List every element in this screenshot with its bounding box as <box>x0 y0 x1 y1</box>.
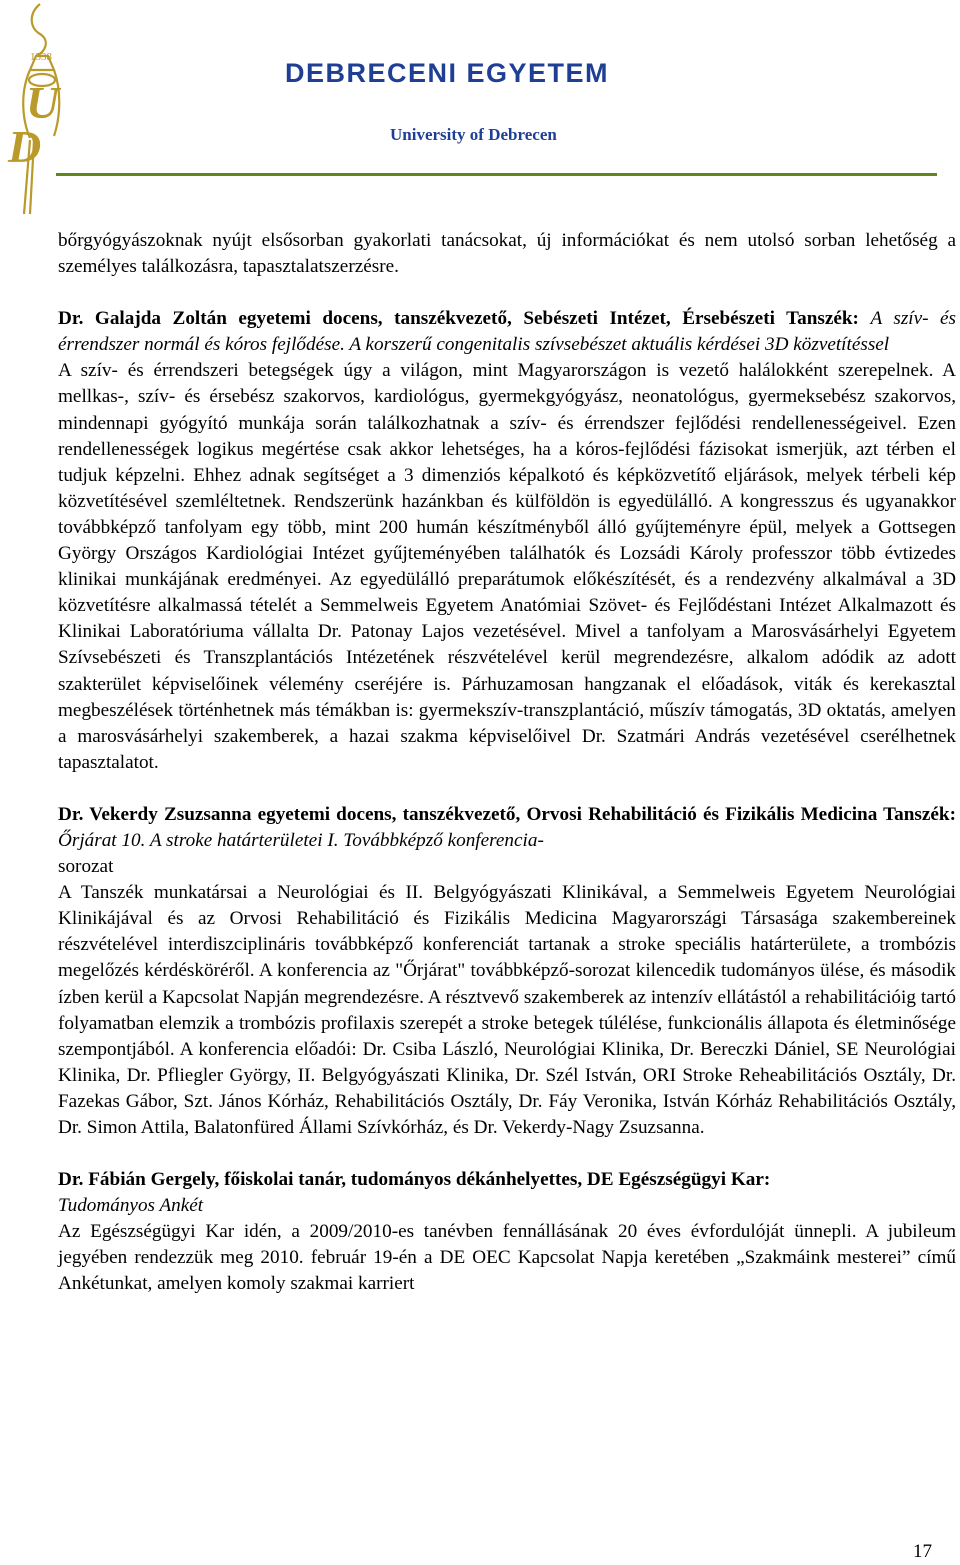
svg-text:D: D <box>8 121 42 172</box>
paragraph-body: Az Egészségügyi Kar idén, a 2009/2010-es tanévben fennállásának 20 éves évfordulóját ünnepli. A jubileum jegyében rendezzük meg 2010. február 19-én a DE OEC Kapcsolat Napja keretében „Szakmáink mesterei” című Ankétunkat, amelyen komoly szakmai karriert <box>58 1221 956 1295</box>
svg-text:1538: 1538 <box>30 51 52 63</box>
paragraph-body: A szív- és érrendszeri betegségek úgy a világon, mint Magyarországon is vezető halálokként szerepelnek. A mellkas-, szív- és érsebész szakorvos, kardiológus, gyermekgyógyász, neonatológus, gyermeksebész szakorvos, mindennapi gyógyító munkája során találkozhatnak a szív- és érrendszer fejlődési rendellenességeivel. Ezen rendellenességek logikus megértése csak akkor lehetséges, ha a kóros-fejlődési fázisokat ismerjük, azt térben el tudjuk képzelni. Ehhez adnak segítséget a 3 dimenziós képalkotó és képközvetítő eljárások, melyek térbeli kép közvetítésével szemléltetnek. Rendszerünk hazánkban és külföldön is egyedülálló. A kongresszus és ugyanakkor továbbképző tanfolyam egy több, mint 200 humán készítményből álló gyűjteményre épül, melyek a Gottsegen György Országos Kardiológiai Intézet gyűjteményében találhatók és Lozsádi Károly professzor több évtizedes klinikai munkájának eredményei. Az egyedülálló preparátumok előkészítését, és a rendezvény alkalmával a 3D közvetítésre alkalmassá tételét a Semmelweis Egyetem Anatómiai Szövet- és Fejlődéstani Intézet Alkalmazott és Klinikai Laboratóriuma vállalta Dr. Patonay Lajos vezetésével. Mivel a tanfolyam a Marosvásárhelyi Egyetem Szívsebészeti és Transzplantációs Intézetének részvételével kerül megrendezésre, alkalom adódik az adott szakterület képviselőinek vélemény cseréjére is. Párhuzamosan hangzanak el előadások, viták és kerekasztal megbeszélések történhetnek más témákban is: gyermekszív-transzplantáció, műszív támogatás, 3D oktatás, amelyen a marosvásárhelyi szakemberek, a hazai szakma képviselőivel Dr. Szatmári András vezetésével cserélhetnek tapasztalatot. <box>58 360 956 773</box>
lecture-title: Őrjárat 10. A stroke határterületei I. Továbbképző konferencia- <box>58 829 544 851</box>
paragraph-intro <box>58 228 956 280</box>
lecture-title: A szív- és érrendszer normál és kóros fejlődése. A korszerű congenitalis szívsebészet aktuális kérdései 3D közvetítéssel <box>58 308 957 356</box>
page-number: 17 <box>913 1541 932 1562</box>
paragraph-vekerdy <box>58 802 956 880</box>
university-name: DEBRECENI EGYETEM <box>285 58 610 88</box>
paragraph-body: bőrgyógyászoknak nyújt elsősorban gyakorlati tanácsokat, új információkat és nem utolsó sorban lehetőség a személyes találkozásra, tapasztalatszerzésre. <box>58 230 956 278</box>
speaker-line: Dr. Fábián Gergely, főiskolai tanár, tudományos dékánhelyettes, DE Egészségügyi Kar: <box>58 1169 771 1191</box>
lecture-title: Tudományos Ankét <box>58 1195 204 1217</box>
speaker-line: Dr. Vekerdy Zsuzsanna egyetemi docens, tanszékvezető, Orvosi Rehabilitáció és Fizikális Medicina Tanszék: <box>58 803 956 825</box>
university-crest-icon <box>0 0 80 222</box>
paragraph-galajda <box>58 306 956 358</box>
lecture-title-cont: sorozat <box>58 856 114 878</box>
speaker-line: Dr. Galajda Zoltán egyetemi docens, tanszékvezető, Sebészeti Intézet, Érsebészeti Tanszék: <box>58 308 859 330</box>
paragraph-body: A Tanszék munkatársai a Neurológiai és II. Belgyógyászati Klinikával, a Semmelweis Egyetem Neurológiai Klinikájával és az Orvosi Rehabilitáció és Fizikális Medicina Magyarországi Társasága szakembereinek részvételével interdiszciplináris továbbképző konferenciát tartanak a stroke speciális határterülete, a trombózis megelőzés kérdésköréről. A konferencia az "Őrjárat" továbbképző-sorozat kilencedik tudományos ülése, és második ízben kerül a Kapcsolat Napján megrendezésre. A résztvevő szakemberek az intenzív ellátástól a rehabilitációig tartó folyamatban elemzik a trombózis profilaxis szerepét a stroke betegek túlélése, funkcionális állapota és életminősége szempontjából. A konferencia előadói: Dr. Csiba László, Neurológiai Klinika, Dr. Bereczki Dániel, SE Neurológiai Klinika, Dr. Pfliegler György, II. Belgyógyászati Klinika, Dr. Szél István, ORI Stroke Reheabilitációs Osztály, Dr. Fazekas Gábor, Szt. János Kórház, Rehabilitációs Osztály, Dr. Fáy Veronika, István Kórház Rehabilitációs Osztály, Dr. Simon Attila, Balatonfüred Állami Szívkórház, és Dr. Vekerdy-Nagy Zsuzsanna. <box>58 882 956 1138</box>
svg-text:U: U <box>26 77 60 128</box>
header-divider <box>56 173 937 176</box>
paragraph-fabian <box>58 1167 956 1219</box>
page-header <box>0 0 960 220</box>
university-subtitle: University of Debrecen <box>390 125 557 144</box>
document-body <box>58 228 956 1298</box>
